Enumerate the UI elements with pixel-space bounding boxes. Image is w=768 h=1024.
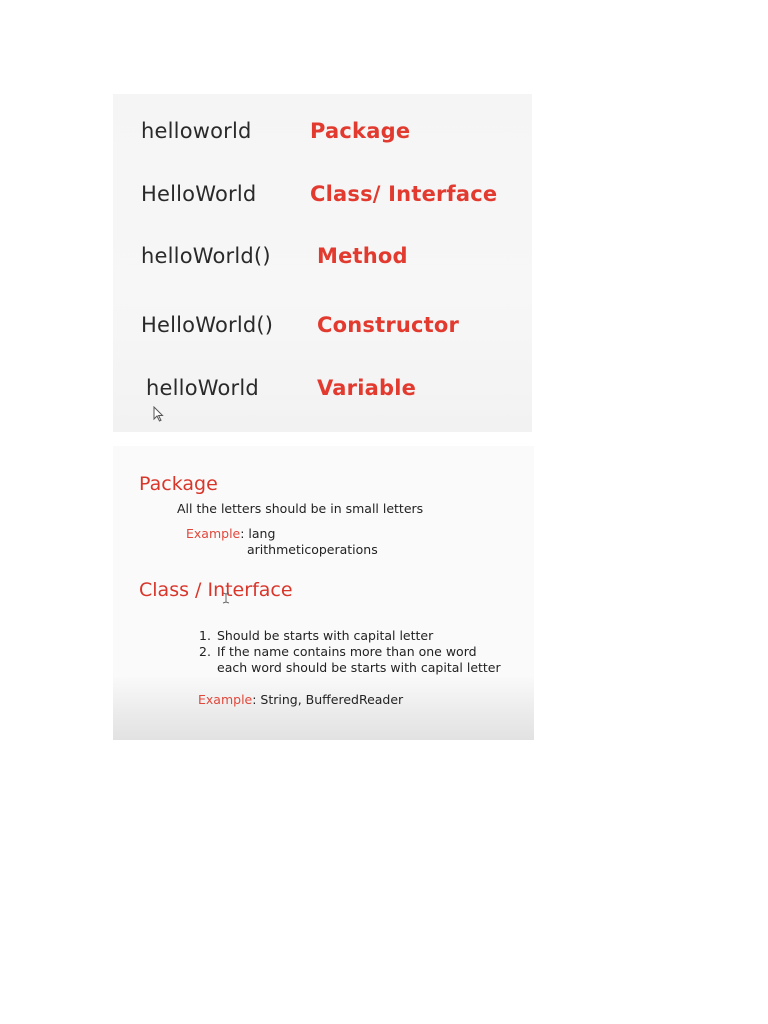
package-example <box>186 525 275 542</box>
naming-kind: Variable <box>317 376 417 400</box>
list-number: 1. <box>199 628 211 643</box>
example-value: lang <box>248 526 276 541</box>
naming-kind: Class/ Interface <box>310 182 498 206</box>
text-cursor-icon <box>222 592 230 604</box>
naming-row <box>113 116 532 156</box>
naming-kind: Constructor <box>317 313 460 337</box>
class-interface-heading: Class / Interface <box>139 579 293 601</box>
package-rule: All the letters should be in small letters <box>177 501 424 516</box>
list-text: Should be starts with capital letter <box>217 628 434 643</box>
naming-term: helloWorld() <box>141 244 271 268</box>
list-text: If the name contains more than one word each word should be starts with capital letter <box>217 644 501 675</box>
package-example-line2: arithmeticoperations <box>247 542 378 557</box>
rules-image <box>113 446 534 740</box>
list-item <box>199 644 507 676</box>
naming-conventions-image <box>113 94 532 432</box>
naming-row <box>113 310 532 350</box>
naming-term: HelloWorld <box>141 182 257 206</box>
example-label: Example <box>186 526 241 541</box>
naming-row <box>113 373 532 413</box>
naming-row <box>113 241 532 281</box>
example-separator: : <box>240 526 249 541</box>
naming-term: helloWorld <box>146 376 259 400</box>
example-label: Example <box>198 692 253 707</box>
package-heading: Package <box>139 473 218 495</box>
naming-term: HelloWorld() <box>141 313 274 337</box>
list-number: 2. <box>199 644 211 659</box>
naming-kind: Method <box>317 244 408 268</box>
list-item <box>199 628 517 644</box>
mouse-pointer-icon <box>153 406 165 422</box>
naming-row <box>113 179 532 219</box>
naming-kind: Package <box>310 119 411 143</box>
naming-term: helloworld <box>141 119 252 143</box>
example-value: : String, BufferedReader <box>252 692 404 707</box>
class-example <box>198 691 403 708</box>
class-rules-list <box>199 628 517 676</box>
